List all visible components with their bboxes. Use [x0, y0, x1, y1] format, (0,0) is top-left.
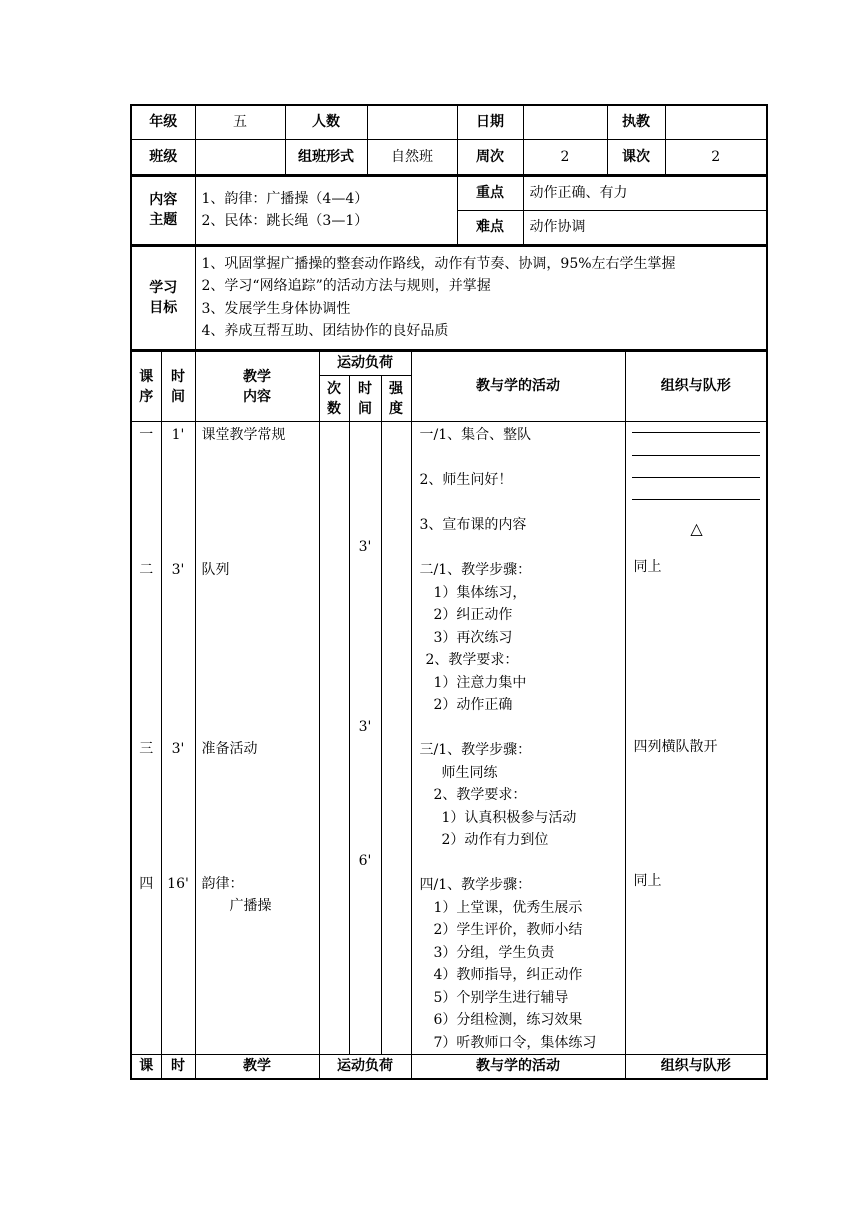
footer-teach: 教学 [195, 1055, 319, 1079]
formation-line [632, 477, 760, 478]
key-value: 动作正确、有力 [523, 177, 767, 211]
activity-line: 一/1、集合、整队 [419, 427, 532, 443]
activity-line: 1）认真积极参与活动 [441, 809, 577, 826]
lesson-value: 2 [665, 139, 767, 175]
col-duration: 时 间 [349, 376, 381, 422]
activity-line: 1）注意力集中 [433, 674, 527, 691]
activity-line: 5）个别学生进行辅导 [433, 989, 569, 1006]
content-item: 1、韵律：广播操（4—4） [201, 190, 369, 207]
org-text: 四列横队散开 [633, 738, 718, 755]
teacher-label: 执教 [607, 105, 665, 139]
activity-line: 2）学生评价，教师小结 [433, 922, 583, 938]
key-label: 重点 [457, 177, 523, 211]
activity-line: 7）听教师口令，集体练习 [433, 1034, 597, 1051]
intensity-column [381, 422, 411, 1055]
formation-line [632, 432, 760, 433]
activity-line: 3、宣布课的内容 [419, 517, 527, 533]
time-column: 1' 3' 3' 16' [161, 422, 195, 1055]
section-content: 韵律： [201, 875, 244, 892]
goal-item: 3、发展学生身体协调性 [201, 300, 351, 317]
col-time: 时 间 [161, 352, 195, 422]
teacher-value [665, 105, 767, 139]
activity-line: 6）分组检测，练习效果 [433, 1012, 583, 1028]
goal-item: 2、学习“网络追踪”的活动方法与规则，并掌握 [201, 278, 491, 295]
footer-load: 运动负荷 [319, 1055, 411, 1079]
lesson-plan-document [130, 104, 766, 1080]
section-content: 广播操 [229, 898, 272, 914]
goal-item: 4、养成互帮互助、团结协作的良好品质 [201, 323, 449, 340]
teaching-table [130, 351, 768, 1080]
col-teach-content: 教学 内容 [195, 352, 319, 422]
activity-column [411, 422, 625, 1055]
activity-line: 2、师生问好！ [419, 472, 513, 488]
activity-line: 1）集体练习， [433, 584, 527, 601]
section-content: 队列 [201, 561, 230, 578]
activity-line: 二/1、教学步骤： [419, 562, 532, 578]
footer-order: 课 [131, 1055, 161, 1079]
formation-diagram [626, 422, 767, 542]
col-times: 次 数 [319, 376, 349, 422]
footer-activity: 教与学的活动 [411, 1055, 625, 1079]
activity-line: 2、教学要求： [425, 652, 519, 668]
col-org: 组织与队形 [625, 352, 767, 422]
week-value: 2 [523, 139, 607, 175]
lesson-label: 课次 [607, 139, 665, 175]
teacher-triangle-icon: △ [690, 519, 703, 538]
form-label: 组班形式 [285, 139, 367, 175]
activity-line: 四/1、教学步骤： [419, 877, 532, 893]
activity-line: 3）再次练习 [433, 629, 513, 646]
count-label: 人数 [285, 105, 367, 139]
activity-line: 2）动作正确 [433, 697, 513, 713]
grade-value: 五 [195, 105, 285, 139]
activity-line: 1）上堂课，优秀生展示 [433, 899, 583, 916]
goals-table [130, 246, 768, 352]
order-column: 一 二 三 四 [131, 422, 161, 1055]
difficulty-value: 动作协调 [523, 211, 767, 245]
col-intensity: 强 度 [381, 376, 411, 422]
class-label: 班级 [131, 139, 195, 175]
section-content: 准备活动 [201, 741, 258, 757]
content-table [130, 176, 768, 246]
col-order: 课 序 [131, 352, 161, 422]
goals-list [195, 246, 767, 350]
goals-label: 学习 目标 [131, 246, 195, 350]
activity-line: 4）教师指导，纠正动作 [433, 967, 583, 983]
col-load: 运动负荷 [319, 352, 411, 376]
activity-line: 2）纠正动作 [433, 607, 513, 623]
activity-line: 2、教学要求： [433, 787, 527, 803]
header-table [130, 104, 768, 176]
section-content: 课堂教学常规 [201, 427, 286, 443]
form-value: 自然班 [367, 139, 457, 175]
org-text: 同上 [633, 873, 662, 889]
footer-org: 组织与队形 [625, 1055, 767, 1079]
duration-column: 3' 3' 6' [349, 422, 381, 1055]
teach-content-column [195, 422, 319, 1055]
goal-item: 1、巩固掌握广播操的整套动作路线，动作有节奏、协调，95%左右学生掌握 [201, 255, 676, 272]
content-item: 2、民体：跳长绳（3—1） [201, 213, 369, 230]
content-label: 内容 主题 [131, 177, 195, 245]
week-label: 周次 [457, 139, 523, 175]
count-value [367, 105, 457, 139]
activity-line: 三/1、教学步骤： [419, 742, 532, 758]
grade-label: 年级 [131, 105, 195, 139]
date-value [523, 105, 607, 139]
activity-line: 3）分组，学生负责 [433, 944, 555, 961]
activity-line: 师生同练 [441, 764, 498, 781]
date-label: 日期 [457, 105, 523, 139]
org-text: 同上 [633, 559, 662, 575]
col-activity: 教与学的活动 [411, 352, 625, 422]
difficulty-label: 难点 [457, 211, 523, 245]
content-items [195, 177, 457, 245]
activity-line: 2）动作有力到位 [441, 832, 549, 848]
class-value [195, 139, 285, 175]
org-column [625, 422, 767, 1055]
formation-line [632, 455, 760, 456]
formation-line [632, 499, 760, 500]
times-column [319, 422, 349, 1055]
footer-time: 时 [161, 1055, 195, 1079]
